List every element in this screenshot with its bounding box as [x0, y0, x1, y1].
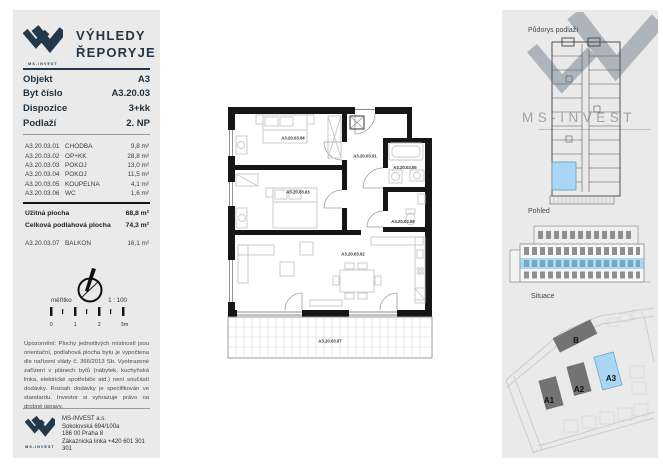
site-label-a1: A1: [543, 396, 555, 405]
site-plan-thumb: [504, 302, 656, 456]
total-row: Celková podlahová plocha 74,3 m²: [25, 222, 149, 230]
total-row: Užitná plocha 68,8 m²: [25, 209, 149, 217]
balcony-grid: [229, 318, 431, 357]
storey-plan-thumb: [522, 36, 642, 208]
room-label-balkon: A3.20.03.07: [318, 338, 342, 344]
storey-balcony-strip: [550, 196, 614, 204]
left-info-panel: [13, 10, 160, 458]
info-row: Podlaží 2. NP: [23, 117, 150, 129]
footer-contact: [25, 414, 150, 454]
shaft: [350, 116, 364, 129]
scale-tick-label: 1: [73, 322, 77, 328]
highlighted-unit: [552, 162, 576, 190]
room-row: A3.20.03.01 CHODBA 9,8 m²: [25, 143, 149, 151]
room-label-pokoj-03: A3.20.03.03: [286, 189, 310, 195]
watermark-text: MS-INVEST: [522, 110, 637, 125]
building-a3-highlighted: [594, 352, 622, 390]
elevation-thumb: [508, 220, 652, 290]
unit-info-table: [23, 72, 150, 130]
ms-invest-logo-icon: [23, 23, 63, 66]
area-totals: [25, 207, 149, 232]
logo-brand-caption: MS-INVEST: [25, 445, 55, 449]
scale-tick-label: 3m: [120, 322, 129, 328]
info-row: Objekt A3: [23, 73, 150, 85]
info-row: Dispozice 3+kk: [23, 102, 150, 114]
room-list: [25, 142, 149, 198]
room-label-chodba: A3.20.03.01: [353, 153, 377, 159]
company-contact: [62, 416, 150, 454]
divider: [23, 68, 150, 70]
windows: [230, 110, 398, 316]
furniture: [236, 115, 425, 306]
disclaimer-text: Upozornění: Plochy jednotlivých místností jsou orientační, podlahová plocha bytu je vypočtena dle nařízení vlády č. 366/2013 Sb. Vyobrazené zařízení v plánech bytů (nábytek, kuchyňská linka, elektrické spotřebiče atd.) není součástí dodávky. Rozsah dodávky je specifikován ve standardu. Investor si vyhrazuje právo na drobné úpravy.: [24, 341, 149, 410]
balcony: [228, 317, 432, 358]
info-row: Byt číslo A3.20.03: [23, 88, 150, 100]
scale-caption: měřítko 1 : 100: [51, 297, 127, 304]
project-title: VÝHLEDY ŘEPORYJE: [76, 28, 156, 60]
company-name: MS-INVEST a.s.: [62, 416, 106, 422]
site-label-a2: A2: [573, 385, 585, 394]
scale-bar: [49, 307, 131, 331]
scale-tick-label: 0: [49, 322, 53, 328]
divider: [23, 202, 150, 204]
balcony-row: A3.20.03.07 BALKON 16,1 m²: [25, 239, 149, 247]
site-thumb-title: Situace: [531, 293, 555, 300]
room-label-wc: A3.20.03.06: [391, 219, 415, 224]
room-label-koupelna: A3.20.03.05: [393, 165, 417, 170]
divider: [23, 408, 150, 409]
room-row: A3.20.03.05 KOUPELNA 4,1 m²: [25, 180, 149, 188]
right-overview-panel: [502, 10, 658, 458]
site-label-a3: A3: [605, 374, 617, 383]
walls: [228, 107, 432, 317]
company-hotline: Zákaznická linka +420 601 301 301: [62, 438, 145, 453]
site-label-b: B: [573, 336, 579, 345]
elevation-thumb-title: Pohled: [528, 208, 550, 215]
floorplan-thumb-title: Půdorys podlaží: [528, 27, 579, 34]
room-row: A3.20.03.06 WC 1,6 m²: [25, 190, 149, 198]
brand-header: [23, 18, 156, 70]
room-label-opkk: A3.20.03.02: [341, 251, 365, 257]
company-street: Sokolovská 694/100a: [62, 423, 120, 430]
floor-plan: [225, 90, 460, 365]
divider: [23, 134, 150, 135]
ms-invest-logo-icon: [25, 414, 55, 449]
scale-tick-label: 2: [97, 322, 101, 328]
company-city: 186 00 Praha 8: [62, 431, 104, 438]
room-row: A3.20.03.02 OP+KK 28,8 m²: [25, 152, 149, 160]
logo-brand-caption: MS-INVEST: [28, 61, 58, 66]
room-row: A3.20.03.03 POKOJ 13,0 m²: [25, 161, 149, 169]
room-label-pokoj-04: A3.20.03.04: [281, 135, 305, 141]
room-row: A3.20.03.04 POKOJ 11,5 m²: [25, 171, 149, 179]
